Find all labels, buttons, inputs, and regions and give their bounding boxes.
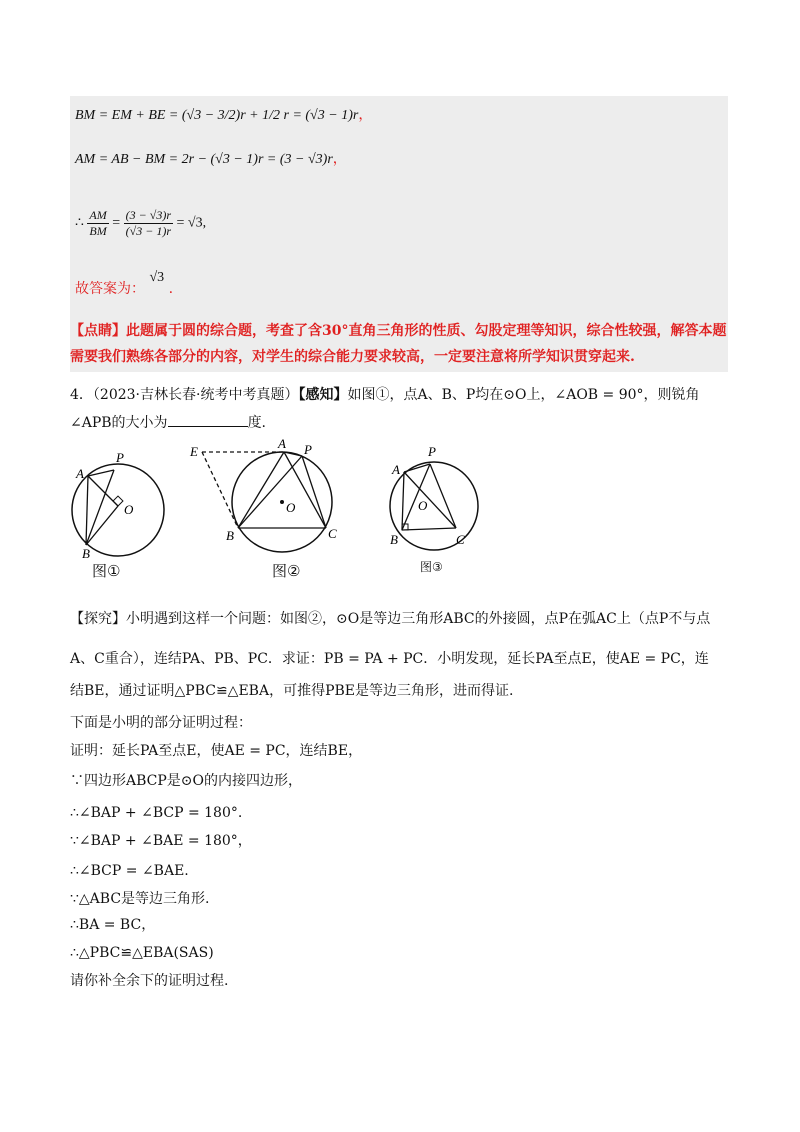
- fig2-label-e: E: [190, 444, 198, 459]
- fig2-label-o: O: [286, 500, 296, 515]
- fig3-label-b: B: [390, 532, 398, 547]
- fig2-label-a: A: [278, 436, 286, 451]
- explore-line-2: A、C重合），连结PA、PB、PC．求证：PB = PA + PC．小明发现，延长PA至点E，使AE = PC，连: [70, 651, 709, 667]
- fig3-label-o: O: [418, 498, 428, 513]
- fig1-label-a: A: [76, 466, 84, 481]
- equation-bm: BM = EM + BE = (√3 − 3/2)r + 1/2 r = (√3 − 1)r，: [75, 108, 373, 123]
- proof-line: ∴BA = BC，: [70, 917, 156, 933]
- answer-line: 故答案为： √3 .: [75, 270, 174, 297]
- fig1-label-p: P: [116, 450, 124, 465]
- fig3-label-c: C: [456, 532, 465, 547]
- problem-perceive: 4．（2023·吉林长春·统考中考真题）【感知】如图①，点A、B、P均在⊙O上，∠AOB = 90°，则锐角: [70, 387, 700, 403]
- fig2-label-b: B: [226, 528, 234, 543]
- proof-line: ∵∠BAP + ∠BAE = 180°，: [70, 833, 252, 849]
- fig3-label-p: P: [428, 444, 436, 459]
- proof-line: 证明：延长PA至点E，使AE = PC，连结BE，: [70, 743, 363, 759]
- equation-ratio: ∴ $\frac{AM}{BM}$ = $\frac{(3 - √3)r}{(√3 - 1)r}$ = √3,: [75, 208, 207, 238]
- answer-blank: [168, 414, 248, 427]
- fig3-label-a: A: [392, 462, 400, 477]
- proof-line: ∵四边形ABCP是⊙O的内接四边形，: [70, 773, 302, 789]
- figure-3-caption: 图③: [420, 560, 443, 574]
- fig1-label-o: O: [124, 502, 134, 517]
- explore-line-3: 结BE，通过证明△PBC≌△EBA，可推得PBE是等边三角形，进而得证.: [70, 683, 514, 699]
- figure-2-caption: 图②: [272, 562, 301, 580]
- proof-line: ∴∠BAP + ∠BCP = 180°.: [70, 805, 243, 821]
- proof-intro: 下面是小明的部分证明过程：: [70, 715, 252, 731]
- explore-line-1: 【探究】小明遇到这样一个问题：如图②，⊙O是等边三角形ABC的外接圆，点P在弧AC上（点P不与点: [70, 611, 711, 627]
- proof-line: ∵△ABC是等边三角形.: [70, 891, 210, 907]
- figure-1-caption: 图①: [92, 562, 121, 580]
- fig2-label-c: C: [328, 526, 337, 541]
- comment-note: 【点睛】此题属于圆的综合题，考查了含30°直角三角形的性质、勾股定理等知识，综合性较强，解答本题需要我们熟练各部分的内容，对学生的综合能力要求较高，一定要注意将所学知识贯穿起来.: [70, 323, 727, 365]
- proof-line: 请你补全余下的证明过程.: [70, 973, 229, 989]
- proof-line: ∴△PBC≌△EBA(SAS): [70, 945, 214, 961]
- problem-perceive-cont: ∠APB的大小为 度.: [70, 415, 267, 431]
- fig1-label-b: B: [82, 546, 90, 560]
- proof-line: ∴∠BCP = ∠BAE.: [70, 863, 189, 879]
- figure-3-diagram: [384, 440, 484, 555]
- figure-1-diagram: [68, 440, 168, 560]
- figure-2-diagram: [186, 436, 356, 556]
- fig2-label-p: P: [304, 442, 312, 457]
- equation-am: AM = AB − BM = 2r − (√3 − 1)r = (3 − √3)r，: [75, 152, 347, 167]
